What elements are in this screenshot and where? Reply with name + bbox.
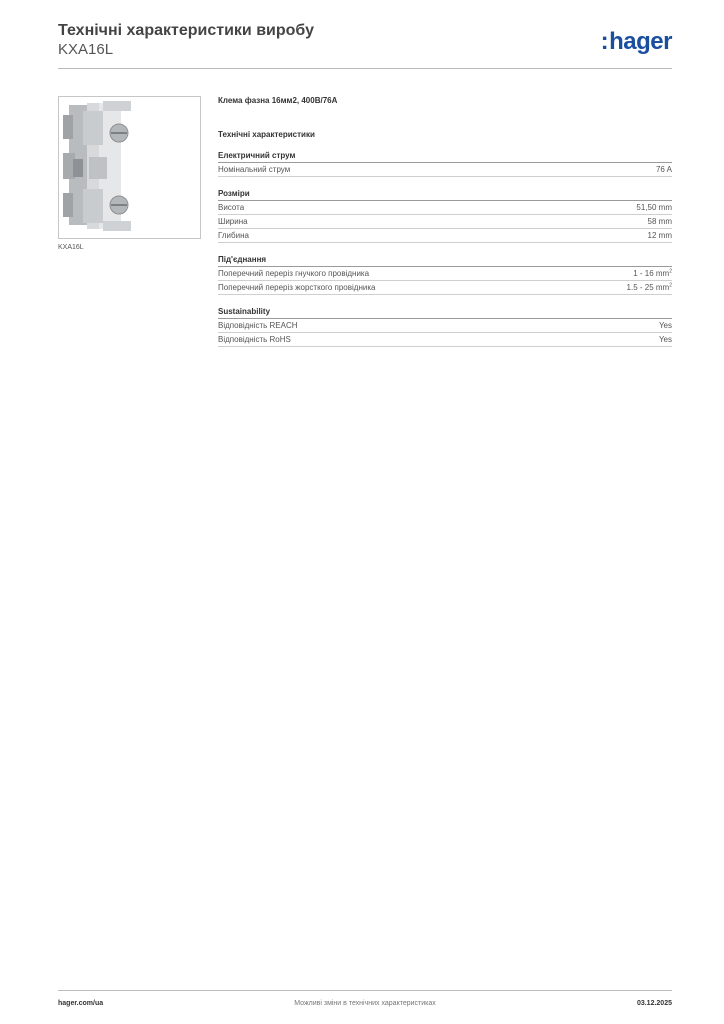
- spec-value: [633, 267, 672, 280]
- spec-value: Yes: [658, 335, 672, 344]
- spec-row: [218, 319, 672, 333]
- spec-value-text: 1.5 - 25 mm: [626, 283, 670, 292]
- spec-group-title: Під'єднання: [218, 255, 672, 267]
- spec-label: Висота: [218, 203, 245, 212]
- spec-value: Yes: [658, 321, 672, 330]
- spec-row: [218, 163, 672, 177]
- product-code: KXA16L: [58, 41, 114, 58]
- spec-label: Номінальний струм: [218, 165, 291, 174]
- spec-value: [627, 281, 672, 294]
- logo-text: hager: [609, 28, 672, 55]
- specs-heading: Технічні характеристики: [218, 130, 315, 139]
- terminal-block-illustration: [59, 97, 200, 238]
- image-caption: KXA16L: [58, 244, 84, 251]
- document-title: Технічні характеристики виробу: [58, 22, 314, 39]
- spec-row: [218, 215, 672, 229]
- spec-row: [218, 267, 672, 281]
- spec-group-connection: [218, 255, 672, 295]
- spec-value-superscript: 2: [669, 282, 672, 289]
- spec-label: Поперечний переріз гнучкого провідника: [218, 269, 370, 278]
- spec-label: Відповідність REACH: [218, 321, 298, 330]
- spec-value: 58 mm: [647, 217, 672, 226]
- hager-logo: [601, 28, 672, 56]
- page-footer: [58, 990, 672, 1014]
- spec-row: [218, 201, 672, 215]
- spec-label: Ширина: [218, 217, 248, 226]
- product-image: [58, 96, 201, 239]
- footer-website: hager.com/ua: [58, 1000, 104, 1007]
- footer-notice: Можливі зміни в технічних характеристиках: [294, 1000, 436, 1007]
- spec-label: Відповідність RoHS: [218, 335, 291, 344]
- spec-value: 51,50 mm: [636, 203, 672, 212]
- spec-row: [218, 333, 672, 347]
- spec-group-electrical: [218, 151, 672, 177]
- page-header: [58, 20, 672, 69]
- spec-row: [218, 229, 672, 243]
- spec-group-sustainability: [218, 307, 672, 347]
- logo-dots-icon: :: [600, 28, 609, 55]
- spec-group-title: Розміри: [218, 189, 672, 201]
- spec-group-title: Sustainability: [218, 307, 672, 319]
- spec-label: Глибина: [218, 231, 249, 240]
- footer-date: 03.12.2025: [636, 1000, 672, 1007]
- spec-group-dimensions: [218, 189, 672, 243]
- spec-row: [218, 281, 672, 295]
- spec-value: 12 mm: [647, 231, 672, 240]
- spec-value-superscript: 2: [669, 268, 672, 275]
- spec-value: 76 A: [655, 165, 672, 174]
- spec-group-title: Електричний струм: [218, 151, 672, 163]
- product-description: Клема фазна 16мм2, 400В/76A: [218, 96, 338, 105]
- specifications-panel: [218, 96, 672, 347]
- spec-label: Поперечний переріз жорсткого провідника: [218, 283, 376, 292]
- spec-value-text: 1 - 16 mm: [633, 269, 670, 278]
